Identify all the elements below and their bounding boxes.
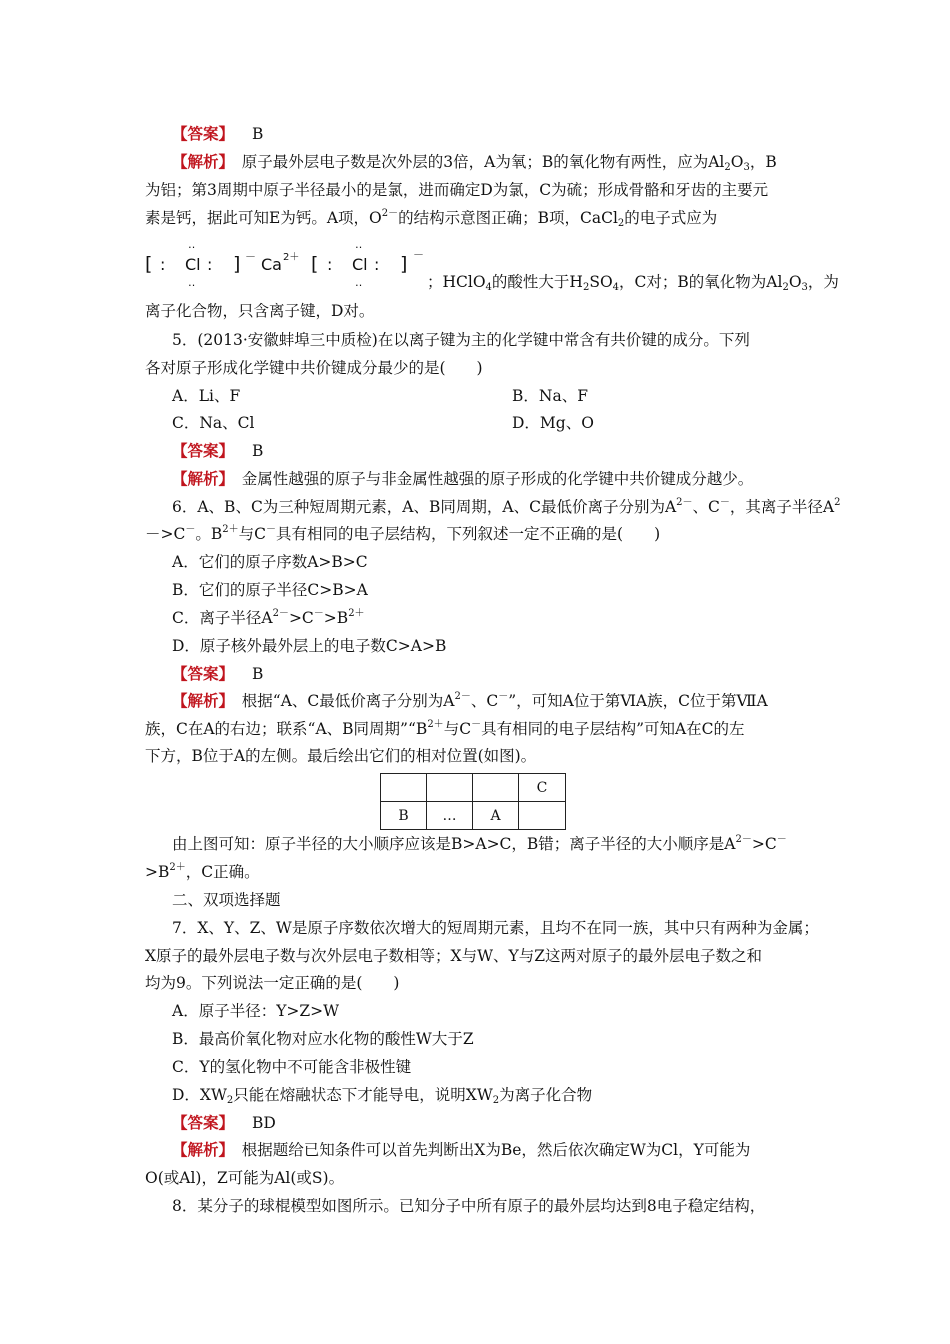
table-cell [473, 774, 519, 802]
table-cell: C [519, 774, 566, 802]
answer-tag: 【答案】 [172, 664, 235, 683]
q4-analysis-line-3: 素是钙，据此可知E为钙。A项，$O^{2-}$的结构示意图正确；B项，CaCl$_2$的电子式应为 [145, 208, 718, 229]
table-row [381, 802, 566, 830]
q8-stem-line-1: 8．某分子的球棍模型如图所示。已知分子中所有原子的最外层均达到8电子稳定结构， [172, 1197, 766, 1215]
q5-stem-line-1: 5．(2013·安徽蚌埠三中质检)在以离子键为主的化学键中常含有共价键的成分。下列 [172, 331, 750, 349]
q6-analysis-line-1: 【解析】 根据“A、C最低价离子分别为$A^{2-}$、C－”，可知A位于第ⅥA族，C位于第ⅦA [172, 691, 768, 710]
analysis-tag: 【解析】 [172, 691, 227, 710]
table-cell [381, 774, 427, 802]
answer-tag: 【答案】 [172, 124, 235, 143]
answer-tag: 【答案】 [172, 441, 235, 460]
q7-option-b: B．最高价氧化物对应水化物的酸性W大于Z [172, 1030, 474, 1048]
q6-conclusion-line-2: $>B^{2+}$，C正确。 [145, 862, 260, 881]
q6-stem-line-2: －>C－。$B^{2+}$与C－具有相同的电子层结构，下列叙述一定不正确的是( ) [145, 524, 661, 543]
answer-tag: 【答案】 [172, 1113, 235, 1132]
q5-answer-line [172, 441, 263, 461]
electron-formula: ‥ ‥ [ : Cl : ] － Ca 2＋ [ : Cl : ] － ‥ ‥ [145, 238, 424, 289]
q7-analysis-line-1: 【解析】 根据题给已知条件可以首先判断出X为Be，然后依次确定W为Cl，Y可能为 [172, 1140, 751, 1159]
answer-value: B [252, 125, 264, 143]
table-cell: A [473, 802, 519, 830]
q6-stem-line-1: 6．A、B、C为三种短周期元素，A、B同周期，A、C最低价离子分别为$A^{2-}$、C－，其离子半径$A^2$ [172, 497, 841, 516]
analysis-tag: 【解析】 [172, 1140, 227, 1159]
answer-value: B [252, 665, 264, 683]
q7-stem-line-2: X原子的最外层电子数与次外层电子数相等；X与W、Y与Z这两对原子的最外层电子数之和 [145, 947, 763, 965]
section-heading: 二、双项选择题 [172, 891, 281, 909]
q4-analysis-line-2: 为铝；第3周期中原子半径最小的是氯，进而确定D为氯，C为硫；形成骨骼和牙齿的主要元 [145, 181, 769, 199]
table-row [381, 774, 566, 802]
q6-option-a: A．它们的原子序数A>B>C [172, 553, 368, 571]
q4-analysis-line-4: ；HClO$_4$的酸性大于$H_2SO_4$，C对；B的氧化物为$Al_2O_3$，为 [427, 273, 839, 293]
q6-conclusion-line-1: 由上图可知：原子半径的大小顺序应该是B>A>C，B错；离子半径的大小顺序是$A^{2-}>C^-$ [172, 834, 787, 853]
q4-analysis-line-1: 【解析】 原子最外层电子数是次外层的3倍，A为氧；B的氧化物有两性，应为$Al_2O_3$，B [172, 152, 777, 173]
table-cell [519, 802, 566, 830]
q7-option-d: D．$XW_2$只能在熔融状态下才能导电，说明$XW_2$为离子化合物 [172, 1086, 593, 1106]
q5-option-a: A．Li、F [172, 387, 241, 405]
q7-analysis-line-2: O(或Al)，Z可能为Al(或S)。 [145, 1169, 345, 1187]
table-cell [427, 774, 473, 802]
table-cell: … [427, 802, 473, 830]
q6-analysis-line-3: 下方，B位于A的左侧。最后绘出它们的相对位置(如图)。 [145, 747, 537, 765]
answer-value: BD [252, 1114, 276, 1132]
q6-option-b: B．它们的原子半径C>B>A [172, 581, 368, 599]
q7-stem-line-1: 7．X、Y、Z、W是原子序数依次增大的短周期元素，且均不在同一族，其中只有两种为金属； [172, 919, 819, 937]
q7-option-c: C．Y的氢化物中不可能含非极性键 [172, 1058, 412, 1076]
q5-analysis-line: 【解析】 金属性越强的原子与非金属性越强的原子形成的化学键中共价键成分越少。 [172, 469, 754, 488]
answer-value: B [252, 442, 264, 460]
q7-answer-line [172, 1113, 276, 1133]
q7-stem-line-3: 均为9。下列说法一定正确的是( ) [145, 974, 400, 992]
analysis-tag: 【解析】 [172, 152, 227, 171]
q5-option-c: C．Na、Cl [172, 414, 255, 432]
q6-option-d: D．原子核外最外层上的电子数C>A>B [172, 637, 447, 655]
q6-option-c: C．离子半径$A^{2-}>C^->B^{2+}$ [172, 608, 365, 627]
q6-analysis-line-2: 族，C在A的右边；联系“A、B同周期$”“B^{2+}$与C－具有相同的电子层结构”可知A在C的左 [145, 719, 745, 738]
periodic-position-table [380, 773, 566, 830]
q6-answer-line [172, 664, 263, 684]
q7-option-a: A．原子半径：Y>Z>W [172, 1002, 340, 1020]
q4-answer-line [172, 124, 263, 144]
table-cell: B [381, 802, 427, 830]
q5-option-b: B．Na、F [512, 387, 588, 405]
q5-option-d: D．Mg、O [512, 414, 594, 432]
q5-stem-line-2: 各对原子形成化学键中共价键成分最少的是( ) [145, 359, 483, 377]
q4-analysis-line-5: 离子化合物，只含离子键，D对。 [145, 302, 375, 320]
analysis-tag: 【解析】 [172, 469, 227, 488]
